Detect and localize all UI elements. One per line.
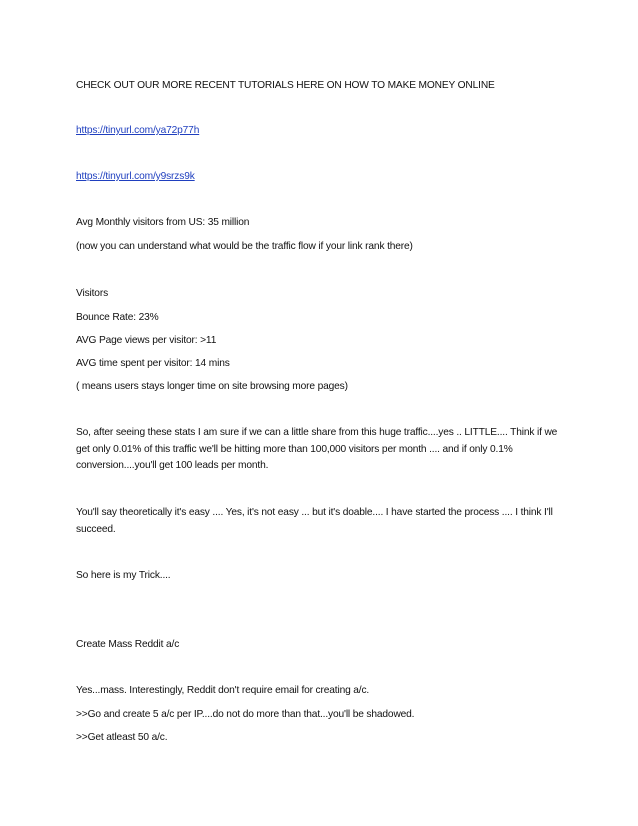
visitors-heading: Visitors [76,288,109,299]
stat-bounce-rate: Bounce Rate: 23% [76,312,159,323]
stat-note: (now you can understand what would be the traffic flow if your link rank there) [76,241,413,252]
tutorial-link-2[interactable]: https://tinyurl.com/y9srzs9k [76,171,195,182]
section-heading-reddit: Create Mass Reddit a/c [76,639,180,650]
time-note: ( means users stays longer time on site browsing more pages) [76,381,348,392]
stat-time-spent: AVG time spent per visitor: 14 mins [76,358,230,369]
stat-page-views: AVG Page views per visitor: >11 [76,335,217,346]
tutorial-link-1[interactable]: https://tinyurl.com/ya72p77h [76,125,200,136]
stat-monthly-visitors: Avg Monthly visitors from US: 35 million [76,217,250,228]
paragraph-traffic-share: So, after seeing these stats I am sure if we can a little share from this huge traffic....yes .. LITTLE.... Think if we get only 0.01% of this traffic we'll be hitting more than 100,000 visitors per month .... and if only 0.1% conversion....you'll get 100 leads per month. [76,427,558,471]
mass-accounts-text: Yes...mass. Interestingly, Reddit don't require email for creating a/c. [76,685,370,696]
step-create-accounts: >>Go and create 5 a/c per IP....do not do more than that...you'll be shadowed. [76,709,415,720]
trick-intro: So here is my Trick.... [76,570,171,581]
step-get-accounts: >>Get atleast 50 a/c. [76,732,168,743]
page-heading: CHECK OUT OUR MORE RECENT TUTORIALS HERE ON HOW TO MAKE MONEY ONLINE [76,80,495,91]
paragraph-theoretically-easy: You'll say theoretically it's easy .... Yes, it's not easy ... but it's doable.... I have started the process .... I think I'll succeed. [76,507,553,535]
